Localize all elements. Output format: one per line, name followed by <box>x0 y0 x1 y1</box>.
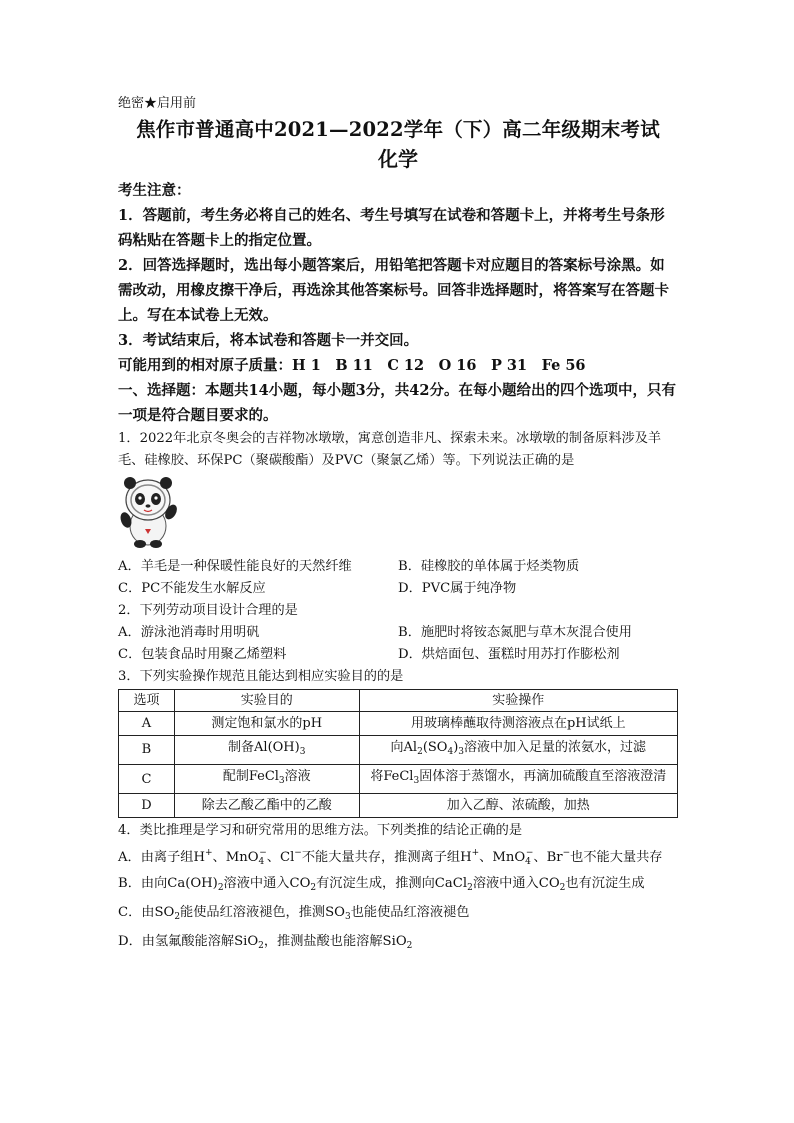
q1-option-a: A．羊毛是一种保暖性能良好的天然纤维 <box>118 559 352 574</box>
q4-option-d: D．由氢氟酸能溶解SiO$_2$，推测盐酸也能溶解SiO$_2$ <box>118 934 413 951</box>
exam-title: 焦作市普通高中2021—2022学年（下）高二年级期末考试 <box>136 118 660 141</box>
notice-item-1: 1．答题前，考生务必将自己的姓名、考生号填写在试卷和答题卡上，并将考生号条形码粘贴在答题卡上的指定位置。 <box>118 207 665 249</box>
exam-page <box>118 94 678 957</box>
table-cell-option: D <box>119 794 175 818</box>
q2-options <box>118 622 678 666</box>
q2-option-a: A．游泳池消毒时用明矾 <box>118 625 260 640</box>
table-header-operation: 实验操作 <box>359 690 677 712</box>
notice-item-3: 3．考试结束后，将本试卷和答题卡一并交回。 <box>118 332 419 349</box>
table-cell-operation: 加入乙醇、浓硫酸，加热 <box>359 794 677 818</box>
q4-option-b: B．由向$Ca(OH)_2$溶液中通入$CO_2$有沉淀生成，推测向CaCl$_2$溶液中通入$CO_2$也有沉淀生成 <box>118 876 645 893</box>
table-header-goal: 实验目的 <box>174 690 359 712</box>
q3-table <box>118 689 678 818</box>
table-cell-operation: 向$Al_2(SO_4)_3$溶液中加入足量的浓氨水，过滤 <box>359 736 677 765</box>
q4-stem: 4．类比推理是学习和研究常用的思维方法。下列类推的结论正确的是 <box>118 823 523 838</box>
q1-option-c: C．PC不能发生水解反应 <box>118 581 266 596</box>
q1-options <box>118 556 678 600</box>
table-header-option: 选项 <box>119 690 175 712</box>
table-row <box>119 712 678 736</box>
q3-stem: 3．下列实验操作规范且能达到相应实验目的的是 <box>118 669 404 684</box>
notice-item-2: 2．回答选择题时，选出每小题答案后，用铅笔把答题卡对应题目的答案标号涂黑。如需改动，用橡皮擦干净后，再选涂其他答案标号。回答非选择题时，将答案写在答题卡上。写在本试卷上无效。 <box>118 257 669 324</box>
table-row <box>119 736 678 765</box>
q2-option-d: D．烘焙面包、蛋糕时用苏打作膨松剂 <box>398 647 620 662</box>
table-cell-goal: 配制FeCl$_3$溶液 <box>174 765 359 794</box>
table-cell-goal: 测定饱和氯水的pH <box>174 712 359 736</box>
bing-dwen-dwen-mascot-image <box>118 474 178 548</box>
table-cell-operation: 将FeCl$_3$固体溶于蒸馏水，再滴加硫酸直至溶液澄清 <box>359 765 677 794</box>
atomic-mass-line: 可能用到的相对原子质量：H 1 B 11 C 12 O 16 P 31 Fe 56 <box>118 357 586 374</box>
notice-heading: 考生注意： <box>118 182 191 199</box>
table-cell-option: C <box>119 765 175 794</box>
q1-option-d: D．PVC属于纯净物 <box>398 581 517 596</box>
table-cell-option: A <box>119 712 175 736</box>
secret-label: 绝密★启用前 <box>118 96 197 111</box>
table-row <box>119 765 678 794</box>
q2-option-b: B．施肥时将铵态氮肥与草木灰混合使用 <box>398 625 632 640</box>
q4-option-a: A．由离子组H+、MnO$_4$−、Cl−不能大量共存，推测离子组H+、MnO$_4$−、Br−也不能大量共存 <box>118 848 663 867</box>
section-heading: 一、选择题：本题共14小题，每小题3分，共42分。在每小题给出的四个选项中，只有一项是符合题目要求的。 <box>118 382 676 424</box>
table-cell-goal: 制备$Al(OH)_3$ <box>174 736 359 765</box>
table-cell-operation: 用玻璃棒蘸取待测溶液点在pH试纸上 <box>359 712 677 736</box>
q1-option-b: B．硅橡胶的单体属于烃类物质 <box>398 559 580 574</box>
table-row <box>119 794 678 818</box>
q2-stem: 2．下列劳动项目设计合理的是 <box>118 603 298 618</box>
q4-option-c: C．由$SO_2$能使品红溶液褪色，推测$SO_3$也能使品红溶液褪色 <box>118 905 470 922</box>
q1-stem: 1．2022年北京冬奥会的吉祥物冰墩墩，寓意创造非凡、探索未来。冰墩墩的制备原料涉及羊毛、硅橡胶、环保PC（聚碳酸酯）及PVC（聚氯乙烯）等。下列说法正确的是 <box>118 431 662 468</box>
q2-option-c: C．包装食品时用聚乙烯塑料 <box>118 647 287 662</box>
table-header-row <box>119 690 678 712</box>
table-cell-goal: 除去乙酸乙酯中的乙酸 <box>174 794 359 818</box>
exam-subject: 化学 <box>378 147 418 171</box>
table-cell-option: B <box>119 736 175 765</box>
